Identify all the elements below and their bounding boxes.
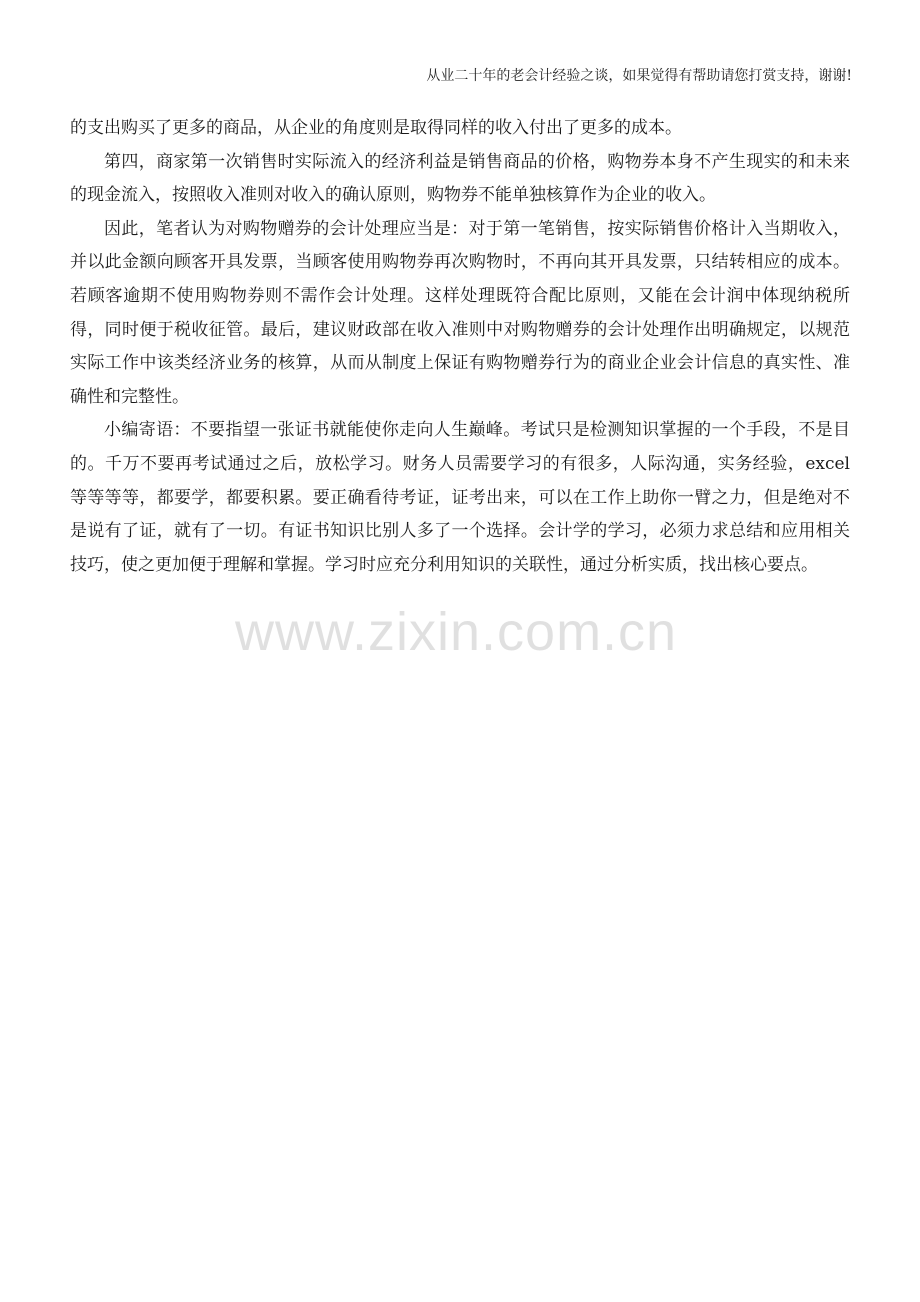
watermark: www.zixin.com.cn: [235, 602, 678, 662]
paragraph-conclusion: 因此，笔者认为对购物赠券的会计处理应当是：对于第一笔销售，按实际销售价格计入当期收入，并以此金额向顾客开具发票，当顾客使用购物券再次购物时，不再向其开具发票，只结转相应的成本。若顾客逾期不使用购物券则不需作会计处理。这样处理既符合配比原则，又能在会计润中体现纳税所得，同时便于税收征管。最后，建议财政部在收入准则中对购物赠券的会计处理作出明确规定，以规范实际工作中该类经济业务的核算，从而从制度上保证有购物赠券行为的商业企业会计信息的真实性、准确性和完整性。: [70, 218, 850, 407]
document-body: [70, 112, 850, 582]
paragraph-continuation: 的支出购买了更多的商品，从企业的角度则是取得同样的收入付出了更多的成本。: [70, 118, 682, 138]
header-note: 从业二十年的老会计经验之谈，如果觉得有帮助请您打赏支持，谢谢!: [426, 68, 852, 84]
paragraph-fourth-point: 第四，商家第一次销售时实际流入的经济利益是销售商品的价格，购物券本身不产生现实的和未来的现金流入，按照收入准则对收入的确认原则，购物券不能单独核算作为企业的收入。: [70, 151, 850, 206]
paragraph-editor-note: 小编寄语：不要指望一张证书就能使你走向人生巅峰。考试只是检测知识掌握的一个手段，不是目的。千万不要再考试通过之后，放松学习。财务人员需要学习的有很多，人际沟通，实务经验，excel 等等等等，都要学，都要积累。要正确看待考证，证考出来，可以在工作上助你一臂之力，但是绝对不是说有了证，就有了一切。有证书知识比别人多了一个选择。会计学的学习，必须力求总结和应用相关技巧，使之更加便于理解和掌握。学习时应充分利用知识的关联性，通过分析实质，找出核心要点。: [70, 420, 850, 575]
